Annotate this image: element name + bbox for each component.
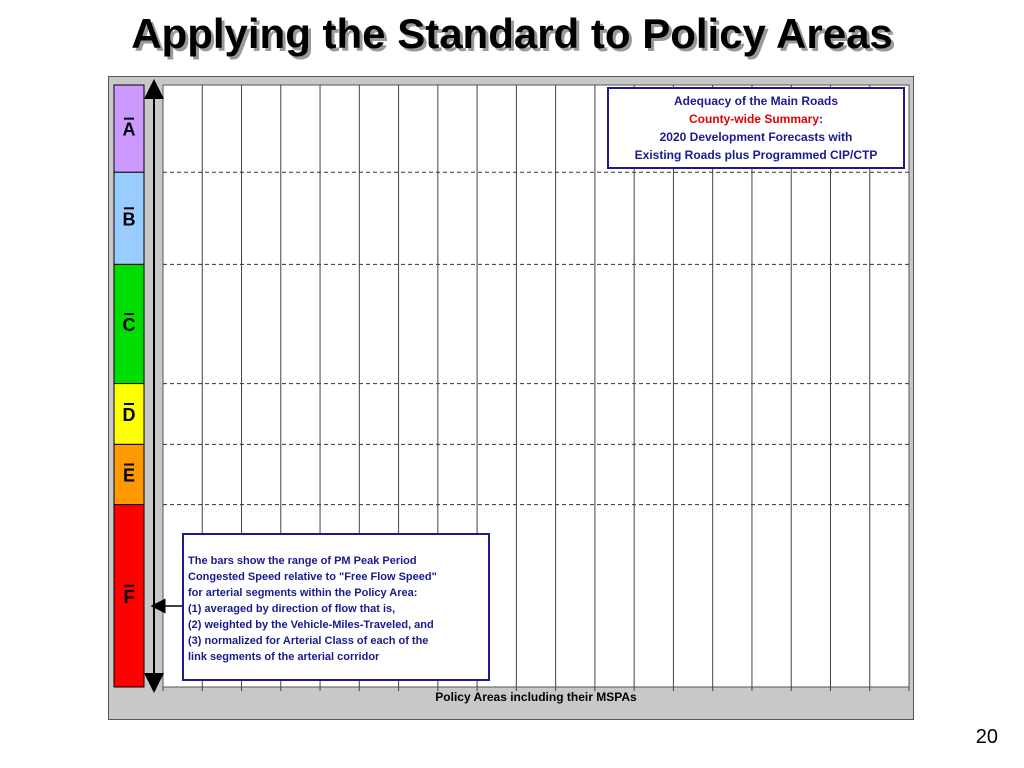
note-line: (3) normalized for Arterial Class of each of the bbox=[188, 635, 429, 647]
page-number: 20 bbox=[975, 726, 998, 748]
note-line: The bars show the range of PM Peak Period bbox=[188, 555, 417, 567]
legend-line-4: Existing Roads plus Programmed CIP/CTP bbox=[634, 148, 878, 162]
note-box bbox=[182, 533, 490, 681]
note-line: Congested Speed relative to "Free Flow Speed" bbox=[188, 571, 437, 583]
los-label-a: A bbox=[122, 119, 136, 140]
los-label-c: C bbox=[122, 314, 136, 335]
chart-legend-box bbox=[607, 87, 905, 169]
legend-line-1: Adequacy of the Main Roads bbox=[673, 94, 839, 108]
los-label-e: E bbox=[122, 465, 136, 486]
legend-line-3: 2020 Development Forecasts with bbox=[659, 130, 853, 144]
los-label-d: D bbox=[122, 404, 136, 425]
note-line: link segments of the arterial corridor bbox=[188, 651, 380, 663]
note-line: (1) averaged by direction of flow that is, bbox=[188, 603, 396, 615]
legend-colon: : bbox=[819, 112, 824, 126]
note-line: (2) weighted by the Vehicle-Miles-Traveled, and bbox=[188, 619, 434, 631]
legend-county-summary: County-wide Summary bbox=[688, 112, 820, 126]
los-label-b: B bbox=[122, 209, 136, 230]
x-axis-label: Policy Areas including their MSPAs bbox=[435, 690, 637, 704]
note-line: for arterial segments within the Policy Area: bbox=[188, 587, 418, 599]
slide-title: Applying the Standard to Policy Areas bbox=[131, 10, 893, 57]
legend-line-2 bbox=[609, 110, 903, 128]
los-label-f: F bbox=[123, 586, 135, 607]
